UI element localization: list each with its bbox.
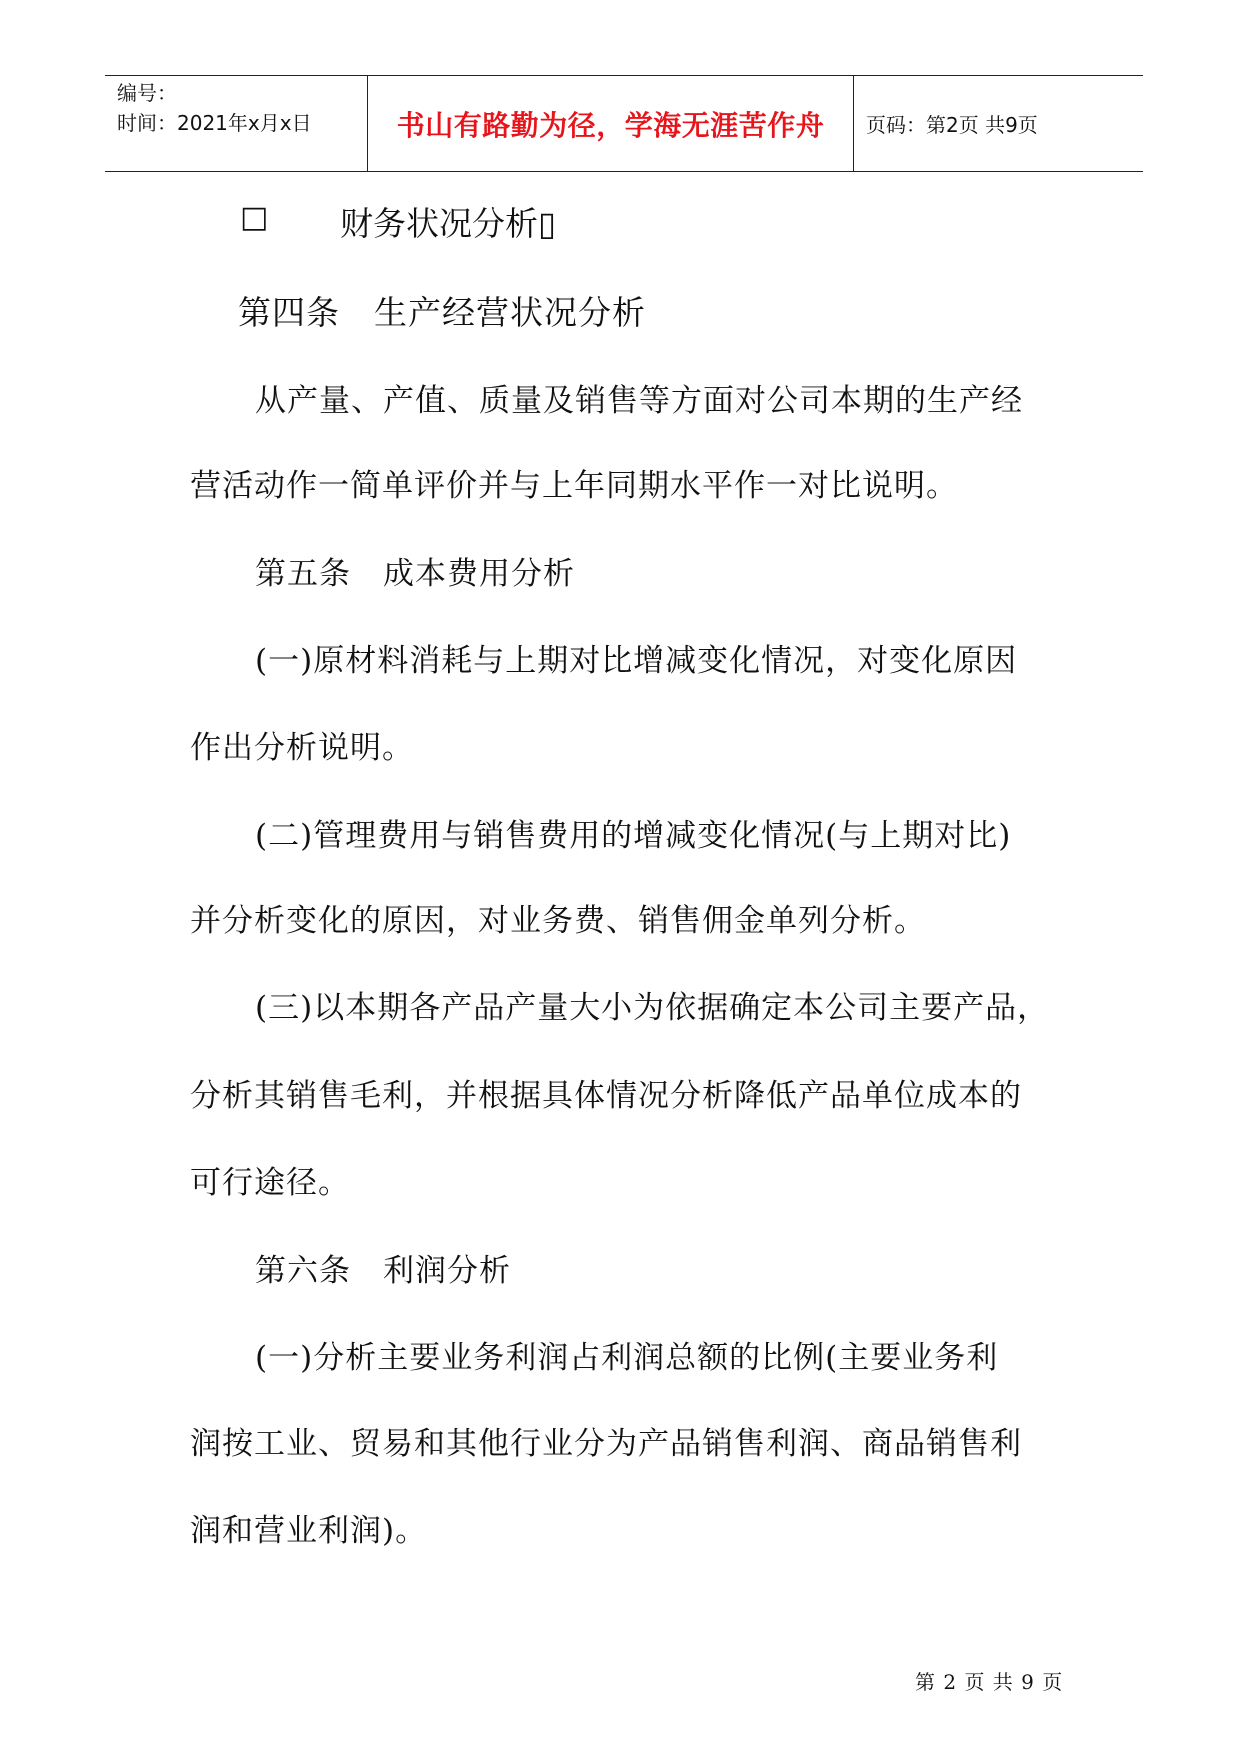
paragraph-line: 作出分析说明。 [190, 730, 414, 766]
paragraph-line: (三)以本期各产品产量大小为依据确定本公司主要产品， [255, 990, 1050, 1026]
section-checkbox-glyph: □ [240, 200, 269, 235]
header-meta [105, 76, 367, 171]
paragraph-line: 可行途径。 [190, 1165, 350, 1201]
article-heading-4: 第四条 生产经营状况分析 [238, 293, 646, 332]
paragraph-line: 并分析变化的原因，对业务费、销售佣金单列分析。 [190, 903, 926, 939]
header-number-label: 编号： [117, 81, 177, 105]
header-time-label: 时间：2021年x月x日 [117, 111, 312, 135]
header-motto-cell [367, 76, 854, 171]
paragraph-line: (一)原材料消耗与上期对比增减变化情况，对变化原因 [255, 643, 1018, 679]
header-motto: 书山有路勤为径，学海无涯苦作舟 [396, 108, 825, 142]
header-page-info: 页码：第2页 共9页 [866, 113, 1038, 137]
article-heading-5: 第五条 成本费用分析 [255, 556, 575, 592]
paragraph-line: 润和营业利润)。 [190, 1513, 428, 1549]
paragraph-line: 营活动作一简单评价并与上年同期水平作一对比说明。 [190, 468, 958, 504]
paragraph-line: 分析其销售毛利，并根据具体情况分析降低产品单位成本的 [190, 1078, 1022, 1114]
article-heading-6: 第六条 利润分析 [255, 1253, 511, 1289]
section-title: 财务状况分析▯ [340, 204, 557, 243]
page-footer-number: 第 2 页 共 9 页 [915, 1670, 1064, 1694]
paragraph-line: (一)分析主要业务利润占利润总额的比例(主要业务利 [255, 1340, 999, 1376]
paragraph-line: 润按工业、贸易和其他行业分为产品销售利润、商品销售利 [190, 1426, 1022, 1462]
paragraph-line: (二)管理费用与销售费用的增减变化情况(与上期对比) [255, 818, 1012, 854]
page-header [105, 75, 1143, 172]
paragraph-line: 从产量、产值、质量及销售等方面对公司本期的生产经 [255, 383, 1023, 419]
